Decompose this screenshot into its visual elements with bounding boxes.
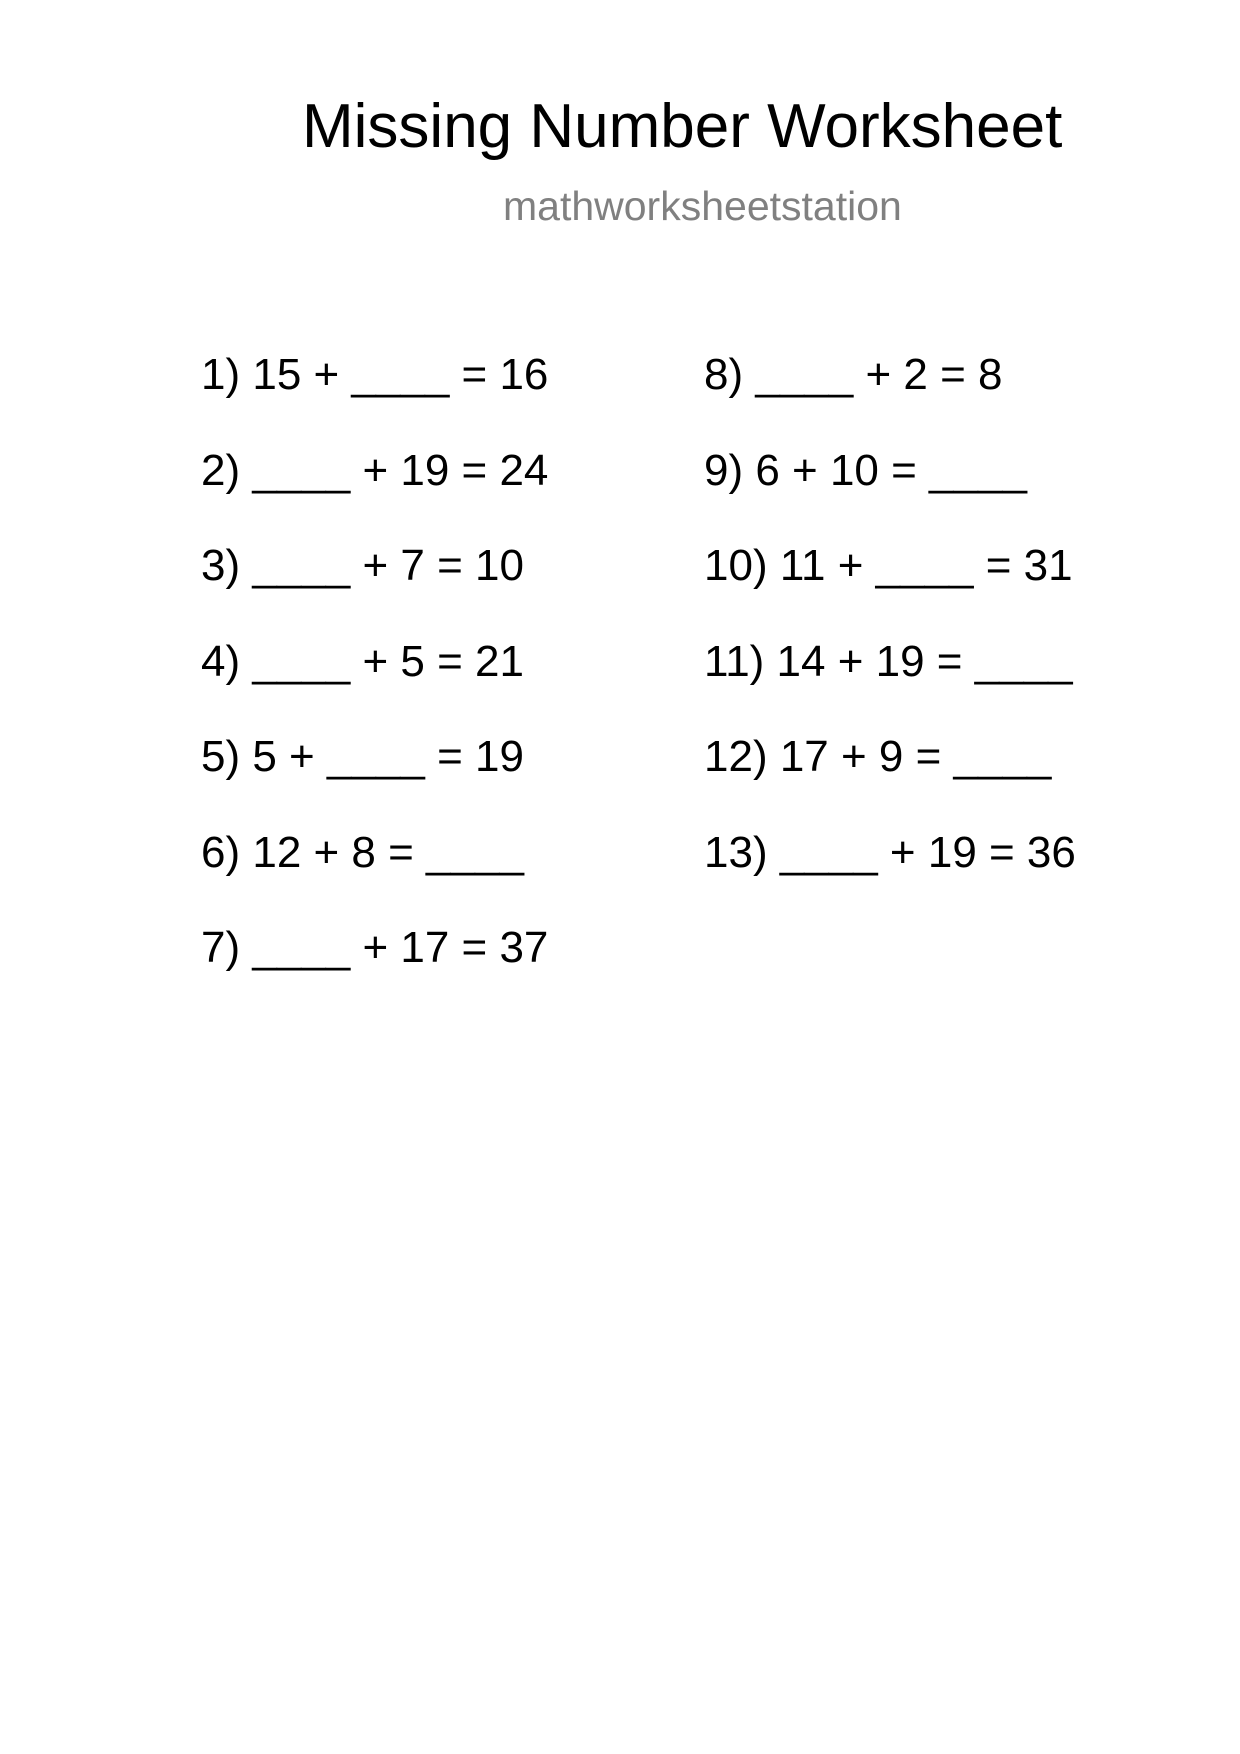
problem-8: 8) ____ + 2 = 8 xyxy=(704,350,1003,399)
problem-1: 1) 15 + ____ = 16 xyxy=(201,350,549,399)
worksheet-title: Missing Number Worksheet xyxy=(302,92,1063,161)
worksheet-source: mathworksheetstation xyxy=(503,183,902,229)
problem-column-right xyxy=(704,350,1076,926)
problem-9: 9) 6 + 10 = ____ xyxy=(704,445,1027,495)
problem-5: 5) 5 + ____ = 19 xyxy=(201,732,524,781)
problem-12: 12) 17 + 9 = ____ xyxy=(704,732,1052,781)
problem-4: 4) ____ + 5 = 21 xyxy=(201,636,524,686)
problem-2: 2) ____ + 19 = 24 xyxy=(201,445,549,495)
problem-6: 6) 12 + 8 = ____ xyxy=(201,827,524,877)
problem-7: 7) ____ + 17 = 37 xyxy=(201,923,549,972)
problem-10: 10) 11 + ____ = 31 xyxy=(704,541,1073,590)
problem-3: 3) ____ + 7 = 10 xyxy=(201,541,524,590)
problem-column-left xyxy=(201,350,549,1022)
problem-13: 13) ____ + 19 = 36 xyxy=(704,827,1076,877)
problem-11: 11) 14 + 19 = ____ xyxy=(704,636,1073,686)
